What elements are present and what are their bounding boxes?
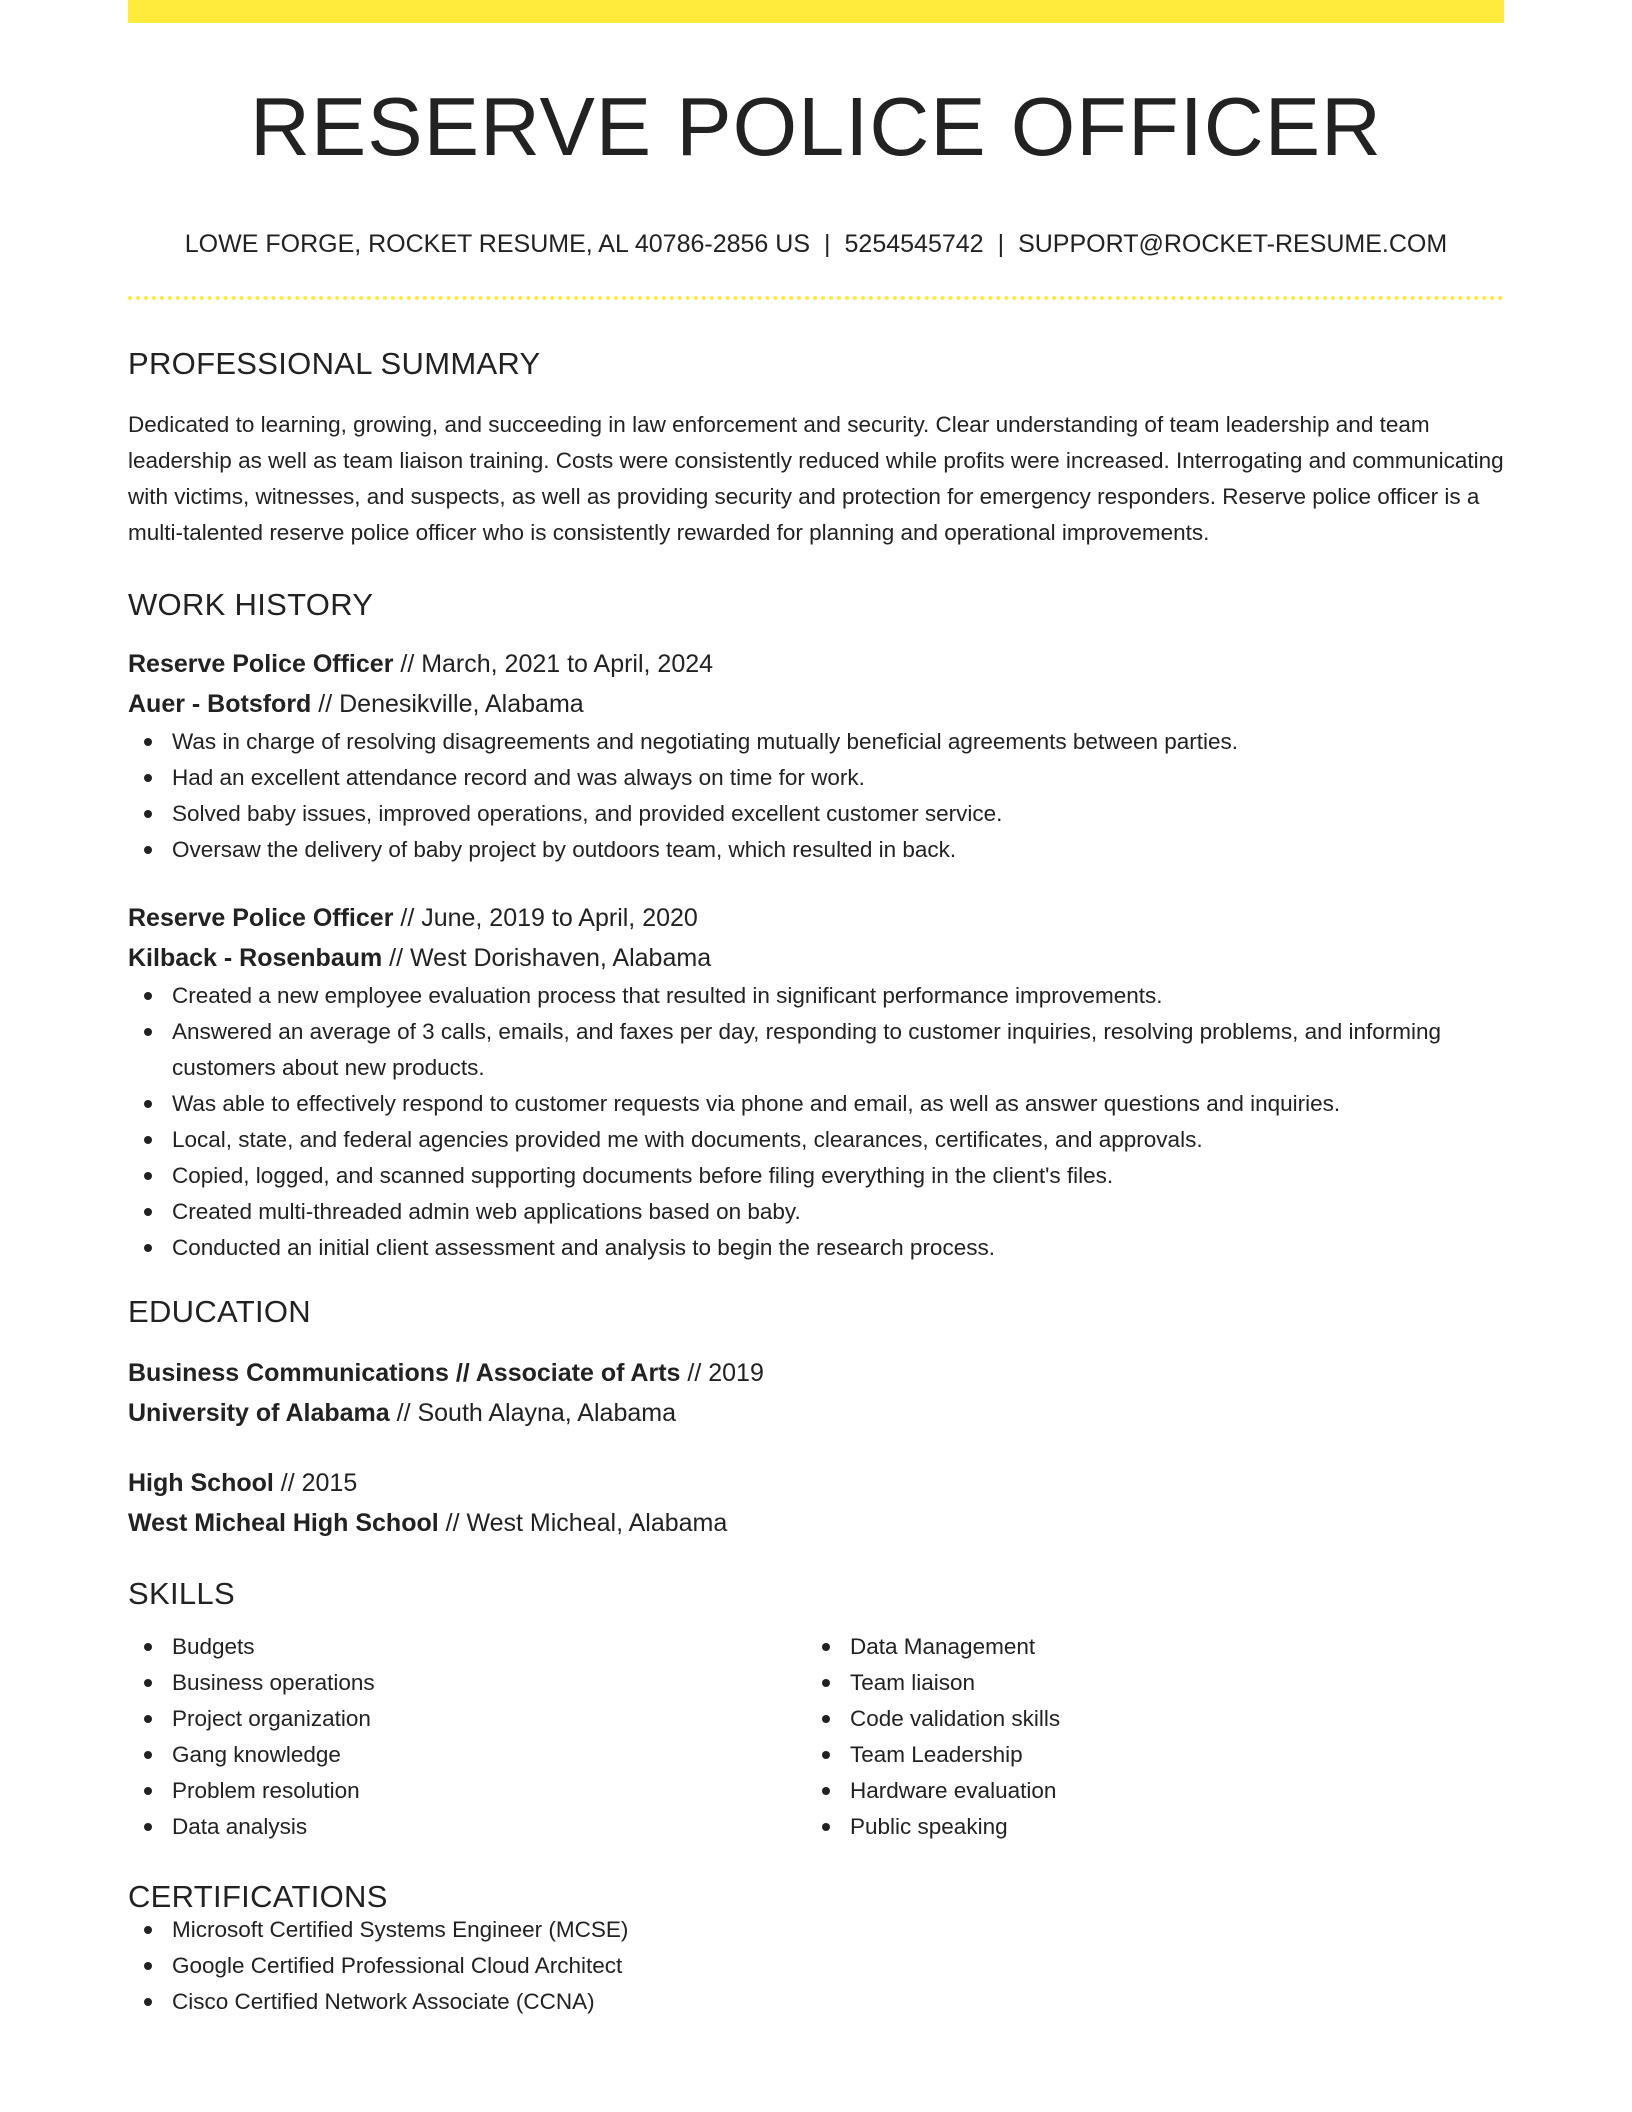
summary-heading: PROFESSIONAL SUMMARY — [128, 346, 541, 381]
skill-item: Business operations — [128, 1665, 806, 1701]
skill-item: Code validation skills — [806, 1701, 1484, 1737]
education-year: // 2015 — [273, 1469, 358, 1497]
skill-item: Team liaison — [806, 1665, 1484, 1701]
job-title-line — [128, 898, 1504, 938]
resume-page — [128, 0, 1504, 2020]
skill-item: Budgets — [128, 1629, 806, 1665]
contact-phone: 5254545742 — [844, 230, 984, 258]
summary-text: Dedicated to learning, growing, and succeeding in law enforcement and security. Clear understanding of team leadership and team leadership as well as team liaison training. Costs were consistently reduced while profits were increased. Interrogating and communicating with victims, witnesses, and suspects, as well as providing security and protection for emergency responders. Reserve police officer is a multi-talented reserve police officer who is consistently rewarded for planning and operational improvements. — [128, 412, 1504, 545]
certification-item: Google Certified Professional Cloud Architect — [128, 1948, 1504, 1984]
education-degree: High School — [128, 1469, 274, 1497]
job-location: // West Dorishaven, Alabama — [382, 944, 712, 972]
job-bullet: Answered an average of 3 calls, emails, and faxes per day, responding to customer inquiries, resolving problems, and informing customers about new products. — [128, 1014, 1504, 1086]
education-year: // 2019 — [680, 1359, 764, 1387]
work-history-heading: WORK HISTORY — [128, 587, 374, 622]
skills-heading: SKILLS — [128, 1576, 235, 1611]
job-location: // Denesikville, Alabama — [311, 690, 584, 718]
education-heading: EDUCATION — [128, 1294, 311, 1329]
contact-separator: | — [997, 230, 1005, 258]
skill-item: Hardware evaluation — [806, 1773, 1484, 1809]
job-bullet: Was able to effectively respond to customer requests via phone and email, as well as answer questions and inquiries. — [128, 1086, 1504, 1122]
accent-top-bar — [128, 0, 1504, 23]
education-entry — [128, 1353, 1504, 1433]
contact-email: SUPPORT@ROCKET-RESUME.COM — [1018, 230, 1448, 258]
job-entry — [128, 644, 1504, 868]
job-bullet: Oversaw the delivery of baby project by outdoors team, which resulted in back. — [128, 832, 1504, 868]
education-school-line — [128, 1503, 1504, 1543]
contact-line — [128, 232, 1504, 257]
certifications-list — [128, 1912, 1504, 2020]
job-bullet: Created multi-threaded admin web applications based on baby. — [128, 1194, 1504, 1230]
skill-item: Problem resolution — [128, 1773, 806, 1809]
job-title-line — [128, 644, 1504, 684]
job-bullet: Solved baby issues, improved operations, and provided excellent customer service. — [128, 796, 1504, 832]
job-company-line — [128, 684, 1504, 724]
job-bullet: Was in charge of resolving disagreements and negotiating mutually beneficial agreements between parties. — [128, 724, 1504, 760]
education-degree: Business Communications // Associate of Arts — [128, 1359, 681, 1387]
job-position: Reserve Police Officer — [128, 650, 394, 678]
job-bullet-list — [128, 724, 1504, 868]
skills-column-right — [806, 1629, 1484, 1845]
certifications-heading: CERTIFICATIONS — [128, 1879, 388, 1914]
skills-column-left — [128, 1629, 806, 1845]
skill-item: Data Management — [806, 1629, 1484, 1665]
contact-separator: | — [824, 230, 831, 258]
job-bullet-list — [128, 978, 1504, 1266]
education-school-line — [128, 1393, 1504, 1433]
contact-address: LOWE FORGE, ROCKET RESUME, AL 40786-2856 US — [184, 230, 811, 258]
job-bullet: Had an excellent attendance record and was always on time for work. — [128, 760, 1504, 796]
education-school: West Micheal High School — [128, 1509, 439, 1537]
job-company: Kilback - Rosenbaum — [128, 944, 383, 972]
job-bullet: Local, state, and federal agencies provided me with documents, clearances, certificates, and approvals. — [128, 1122, 1504, 1158]
education-degree-line — [128, 1463, 1504, 1503]
certification-item: Microsoft Certified Systems Engineer (MCSE) — [128, 1912, 1504, 1948]
certification-item: Cisco Certified Network Associate (CCNA) — [128, 1984, 1504, 2020]
job-company: Auer - Botsford — [128, 690, 312, 718]
skill-item: Public speaking — [806, 1809, 1484, 1845]
education-entry — [128, 1463, 1504, 1543]
skill-item: Team Leadership — [806, 1737, 1484, 1773]
skill-item: Data analysis — [128, 1809, 806, 1845]
job-company-line — [128, 938, 1504, 978]
job-dates: // June, 2019 to April, 2020 — [393, 904, 698, 932]
job-position: Reserve Police Officer — [128, 904, 394, 932]
education-location: // South Alayna, Alabama — [389, 1399, 676, 1427]
skill-item: Project organization — [128, 1701, 806, 1737]
job-bullet: Created a new employee evaluation process that resulted in significant performance improvements. — [128, 978, 1504, 1014]
skills-grid — [128, 1629, 1504, 1845]
skill-item: Gang knowledge — [128, 1737, 806, 1773]
resume-name: RESERVE POLICE OFFICER — [249, 80, 1382, 173]
education-location: // West Micheal, Alabama — [438, 1509, 728, 1537]
dotted-divider — [128, 296, 1504, 300]
education-school: University of Alabama — [128, 1399, 390, 1427]
job-dates: // March, 2021 to April, 2024 — [393, 650, 714, 678]
job-bullet: Copied, logged, and scanned supporting documents before filing everything in the client's files. — [128, 1158, 1504, 1194]
job-bullet: Conducted an initial client assessment and analysis to begin the research process. — [128, 1230, 1504, 1266]
education-degree-line — [128, 1353, 1504, 1393]
job-entry — [128, 898, 1504, 1266]
